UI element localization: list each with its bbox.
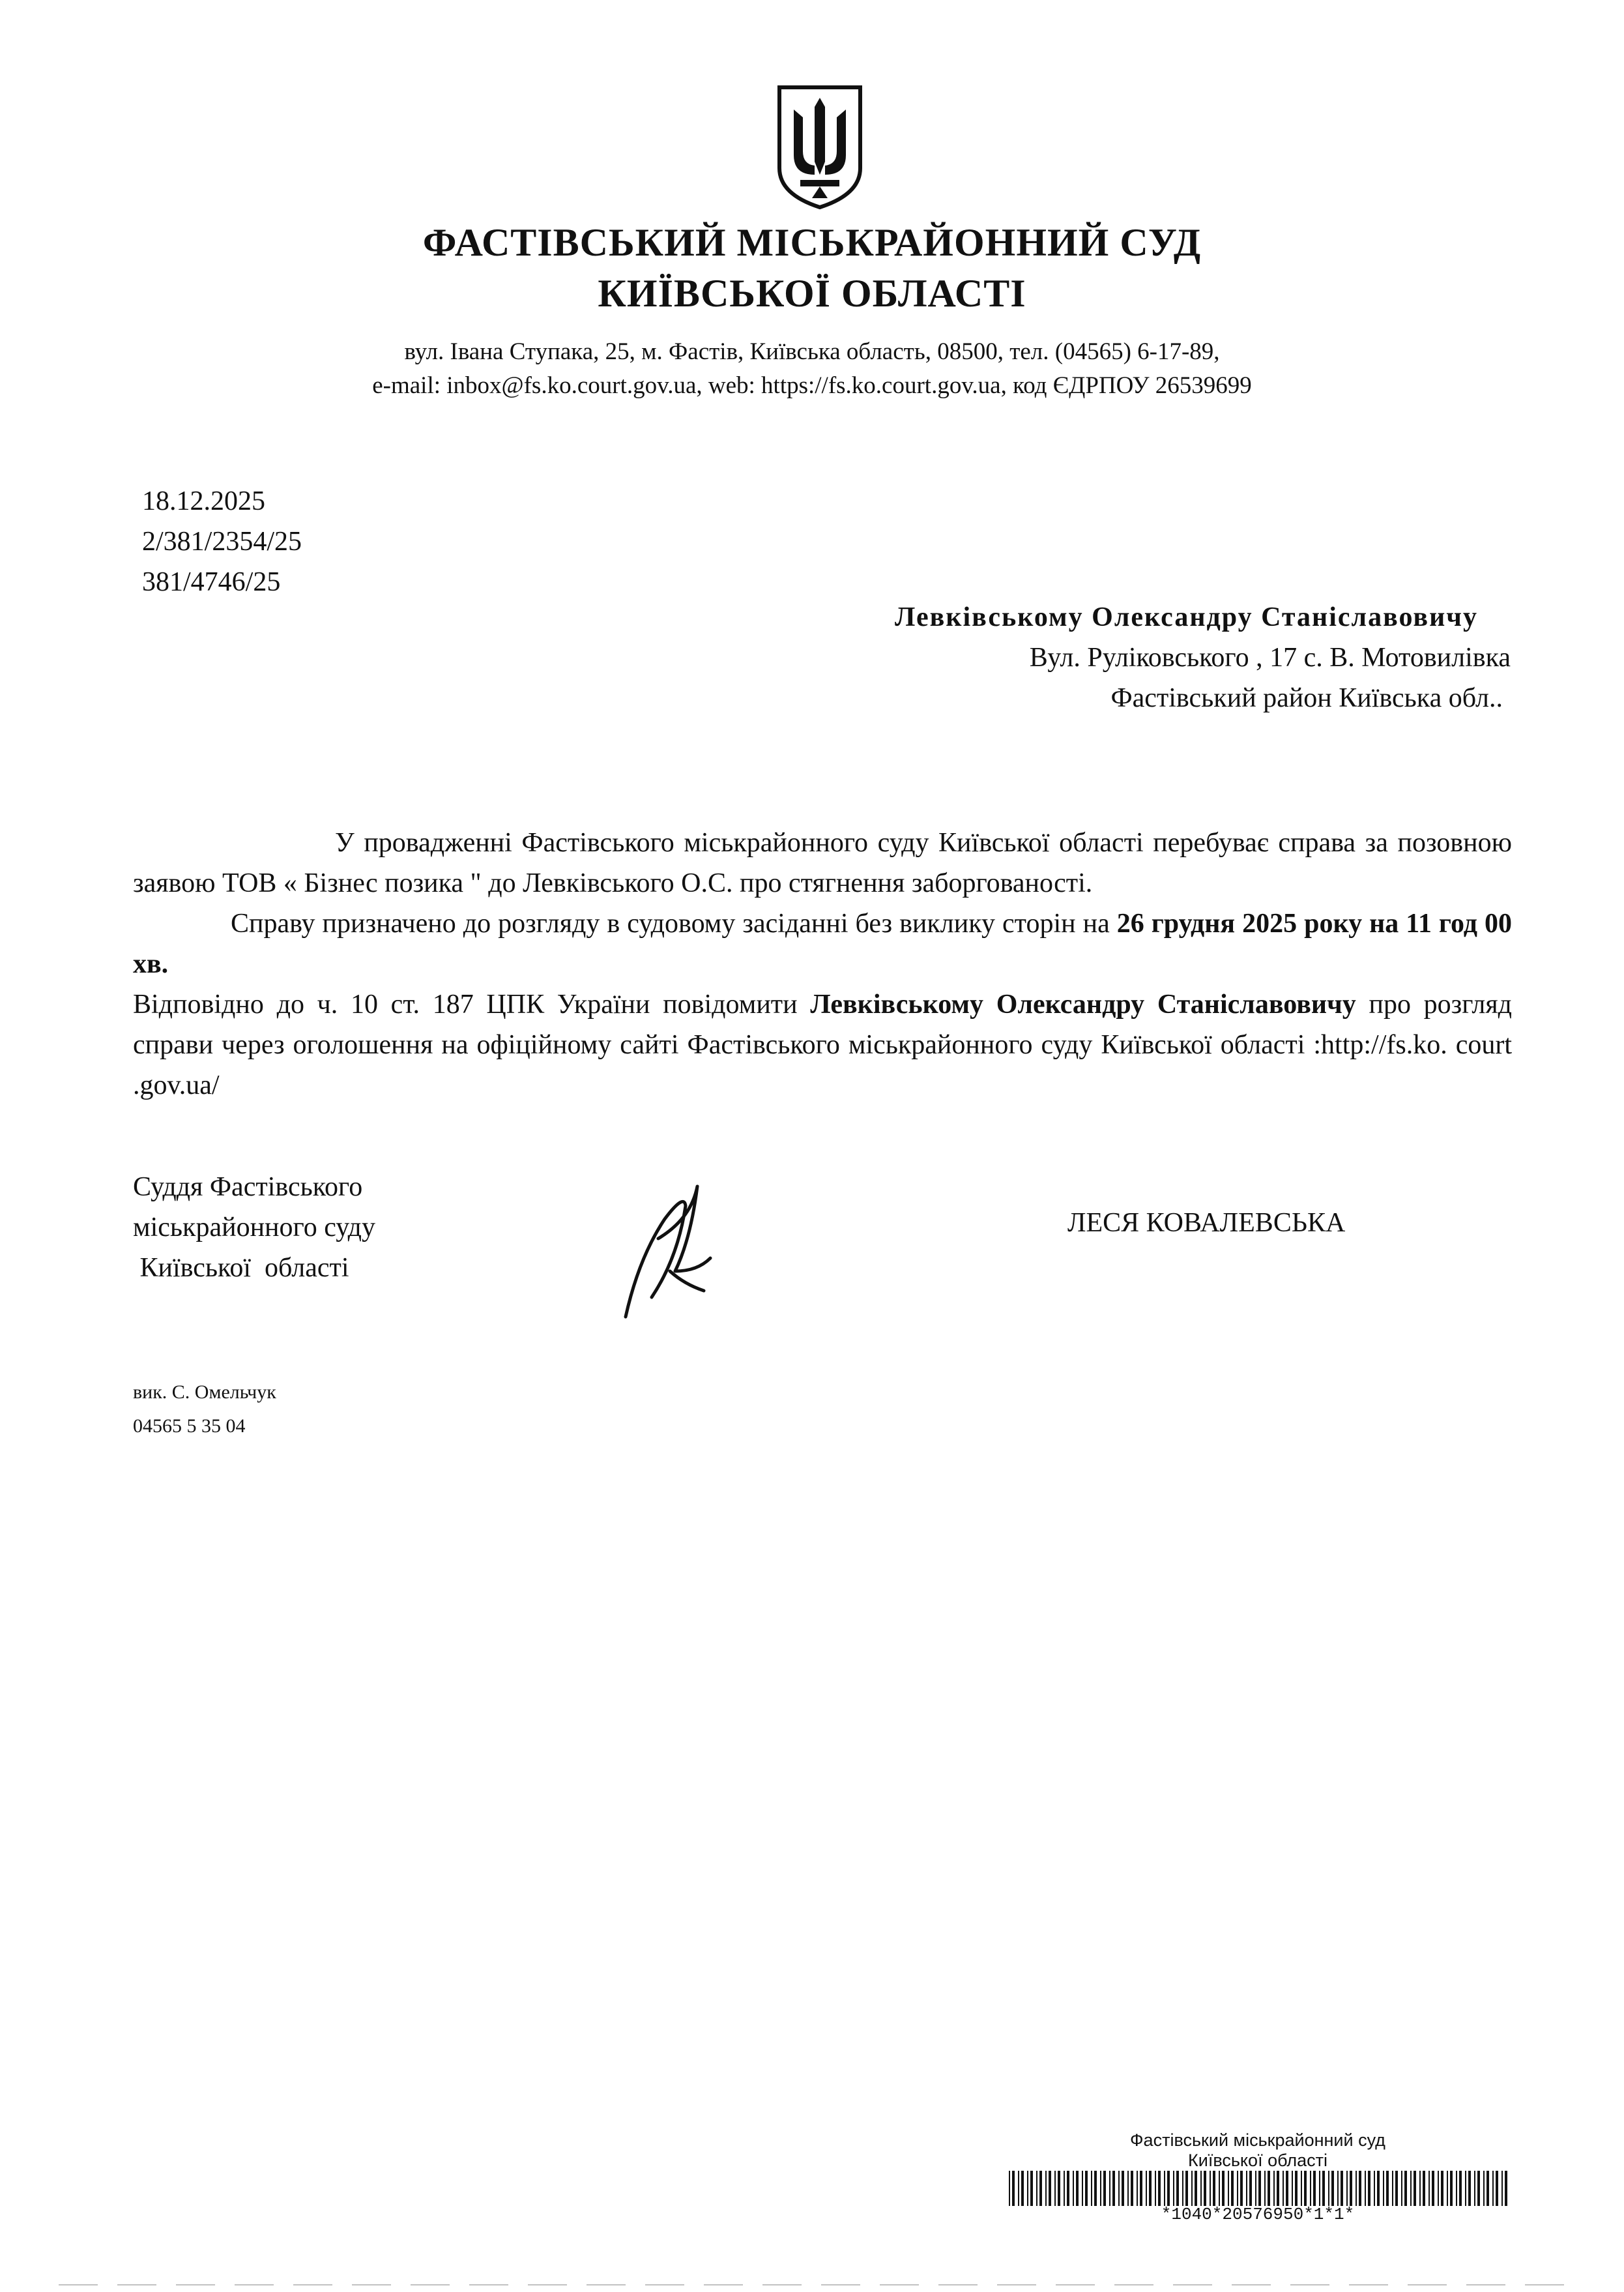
barcode-bar [1246,2171,1247,2206]
barcode-bar [1109,2171,1110,2206]
barcode-bar [1249,2171,1252,2206]
barcode-bar [1085,2171,1088,2206]
document-date: 18.12.2025 [142,486,265,516]
barcode-bar [1131,2171,1133,2206]
barcode-bar [1127,2171,1129,2206]
judge-title-line2: міськрайонного суду [133,1212,376,1242]
reference-number-2: 381/4746/25 [142,567,281,597]
barcode-bar [1094,2171,1097,2206]
barcode-bar [1401,2171,1402,2206]
barcode-image [1009,2171,1511,2206]
barcode-bar [1377,2171,1380,2206]
court-address-line1: вул. Івана Ступака, 25, м. Фастів, Київська область, 08500, тел. (04565) 6-17-89, [404,338,1220,365]
barcode-bar [1295,2171,1298,2206]
barcode-bar [1501,2171,1503,2206]
barcode-bar [1414,2171,1416,2206]
barcode-bar [1264,2171,1266,2206]
coat-of-arms-icon [774,83,865,211]
recipient-name: Левківському Олександру Станіславовичу [894,602,1478,632]
barcode-bar [1450,2171,1453,2206]
reference-number-1: 2/381/2354/25 [142,527,302,557]
barcode-bar [1359,2171,1361,2206]
barcode-bar [1149,2171,1152,2206]
barcode-bar [1383,2171,1384,2206]
body-paragraph-3 [133,984,1512,1106]
barcode-bar [1356,2171,1357,2206]
barcode-bar [1185,2171,1188,2206]
notice-text-a: Відповідно до ч. 10 ст. 187 ЦПК України повідомити [133,990,811,1020]
executor-name: вик. С. Омельчук [133,1381,276,1403]
barcode-bar [1456,2171,1457,2206]
barcode-number: *1040*20576950*1*1* [1161,2205,1355,2224]
barcode-bar [1496,2171,1498,2206]
barcode-bar [1103,2171,1106,2206]
notice-text-b: про розгляд справи через оголошення на офіційному сайті Фастівського міськрайонного суду Київської області :http://fs.ko. court .gov.ua/ [133,990,1513,1100]
barcode-bar [1483,2171,1485,2206]
body-paragraph-1: У провадженні Фастівського міськрайонного суду Київської області перебуває справа за позовною заявою ТОВ « Бізнес позика " до Левківського О.С. про стягнення заборгованості. [133,828,1512,898]
barcode-bar [1350,2171,1352,2206]
barcode-bar [1304,2171,1307,2206]
barcode-bar [1219,2171,1220,2206]
handwritten-signature [613,1160,743,1330]
barcode-bar [1341,2171,1343,2206]
barcode-bar [1164,2171,1165,2206]
barcode-bar [1386,2171,1389,2206]
barcode-bar [1310,2171,1311,2206]
barcode-bar [1258,2171,1261,2206]
barcode-bar [1286,2171,1288,2206]
barcode-bar [1210,2171,1211,2206]
barcode-bar [1076,2171,1079,2206]
barcode-bar [1231,2171,1234,2206]
barcode-bar [1182,2171,1183,2206]
barcode-bar [1012,2171,1015,2206]
barcode-bar [1176,2171,1179,2206]
barcode-bar [1122,2171,1124,2206]
barcode-bar [1204,2171,1206,2206]
executor-phone: 04565 5 35 04 [133,1415,246,1437]
letter-body [133,823,1512,1106]
barcode-bar [1395,2171,1398,2206]
barcode-bar [1477,2171,1480,2206]
barcode-bar [1428,2171,1430,2206]
barcode-bar [1167,2171,1170,2206]
barcode-bar [1438,2171,1439,2206]
barcode-bar [1118,2171,1120,2206]
court-name-line2: КИЇВСЬКОЇ ОБЛАСТІ [598,272,1026,315]
barcode-bar [1237,2171,1238,2206]
judge-title-line1: Суддя Фастівського [133,1172,363,1202]
barcode-bar [1374,2171,1375,2206]
barcode-bar [1173,2171,1174,2206]
hearing-text: Справу призначено до розгляду в судовому засіданні без виклику сторін на [231,909,1117,939]
barcode-bar [1313,2171,1316,2206]
barcode-bar [1322,2171,1325,2206]
barcode-bar [1365,2171,1366,2206]
registration-stamp [991,2130,1525,2171]
stamp-line2: Київської області [1188,2151,1327,2170]
barcode-bar [1155,2171,1156,2206]
stamp-line1: Фастівський міськрайонний суд [1130,2130,1385,2150]
barcode-bar [1441,2171,1443,2206]
barcode-bar [1140,2171,1142,2206]
barcode-bar [1319,2171,1320,2206]
barcode-bar [1273,2171,1275,2206]
barcode-bar [1021,2171,1024,2206]
barcode-bar [1474,2171,1475,2206]
barcode-bar [1036,2171,1037,2206]
judge-title [133,1167,375,1288]
barcode-bar [1301,2171,1302,2206]
barcode-bar [1228,2171,1229,2206]
document-meta [142,481,302,602]
judge-name: ЛЕСЯ КОВАЛЕВСЬКА [1067,1208,1346,1238]
barcode-bar [1337,2171,1339,2206]
barcode-bar [1277,2171,1279,2206]
barcode-bar [1191,2171,1193,2206]
notice-recipient-name: Левківському Олександру Станіславовичу [810,990,1356,1020]
executor-block [133,1375,276,1443]
barcode-bar [1030,2171,1033,2206]
barcode-bar [1039,2171,1042,2206]
barcode-bar [1082,2171,1083,2206]
barcode-bar [1268,2171,1270,2206]
barcode-bar [1459,2171,1462,2206]
recipient-address-2: Фастівський район Київська обл.. [1110,683,1503,713]
barcode-bar [1346,2171,1348,2206]
barcode-bar [1073,2171,1074,2206]
barcode-bar [1392,2171,1393,2206]
body-paragraph-2 [133,904,1512,984]
court-address-line2: e-mail: inbox@fs.ko.court.gov.ua, web: https://fs.ko.court.gov.ua, код ЄДРПОУ 26539699 [372,372,1252,399]
barcode-bar [1067,2171,1069,2206]
barcode-bar [1064,2171,1065,2206]
barcode-bar [1432,2171,1434,2206]
barcode-bar [1331,2171,1334,2206]
barcode-bar [1200,2171,1202,2206]
barcode-bar [1505,2171,1507,2206]
barcode-bar [1100,2171,1101,2206]
barcode-bar [1045,2171,1047,2206]
barcode-bar [1137,2171,1138,2206]
judge-title-line3: Київської області [133,1253,349,1283]
barcode-bar [1492,2171,1494,2206]
barcode-bar [1328,2171,1329,2206]
barcode-bar [1468,2171,1471,2206]
barcode-bar [1240,2171,1243,2206]
barcode-bar [1486,2171,1489,2206]
barcode-bar [1410,2171,1412,2206]
barcode-bar [1058,2171,1060,2206]
barcode-bar [1292,2171,1293,2206]
barcode-bar [1018,2171,1019,2206]
barcode-bar [1419,2171,1421,2206]
barcode-bar [1195,2171,1197,2206]
barcode-bar [1368,2171,1370,2206]
hearing-date: 26 грудня 2025 року на 11 год 00 хв. [133,909,1512,979]
barcode-bar [1255,2171,1256,2206]
barcode-bar [1054,2171,1056,2206]
barcode-bar [1091,2171,1092,2206]
barcode-bar [1423,2171,1425,2206]
barcode-bar [1283,2171,1284,2206]
barcode-bar [1222,2171,1225,2206]
barcode-bar [1158,2171,1161,2206]
scan-edge-line [59,2284,1571,2285]
barcode-bar [1009,2171,1010,2206]
barcode-bar [1049,2171,1051,2206]
recipient-block [895,597,1511,718]
barcode-bar [1213,2171,1215,2206]
court-name-line1: ФАСТІВСЬКИЙ МІСЬКРАЙОННИЙ СУД [422,221,1202,264]
barcode-bar [1465,2171,1466,2206]
barcode-bar [1112,2171,1115,2206]
barcode-bar [1404,2171,1407,2206]
barcode-bar [1146,2171,1147,2206]
barcode-bar [1027,2171,1028,2206]
barcode-bar [1447,2171,1448,2206]
recipient-address-1: Вул. Руліковського , 17 с. В. Мотовилівка [1029,643,1511,673]
